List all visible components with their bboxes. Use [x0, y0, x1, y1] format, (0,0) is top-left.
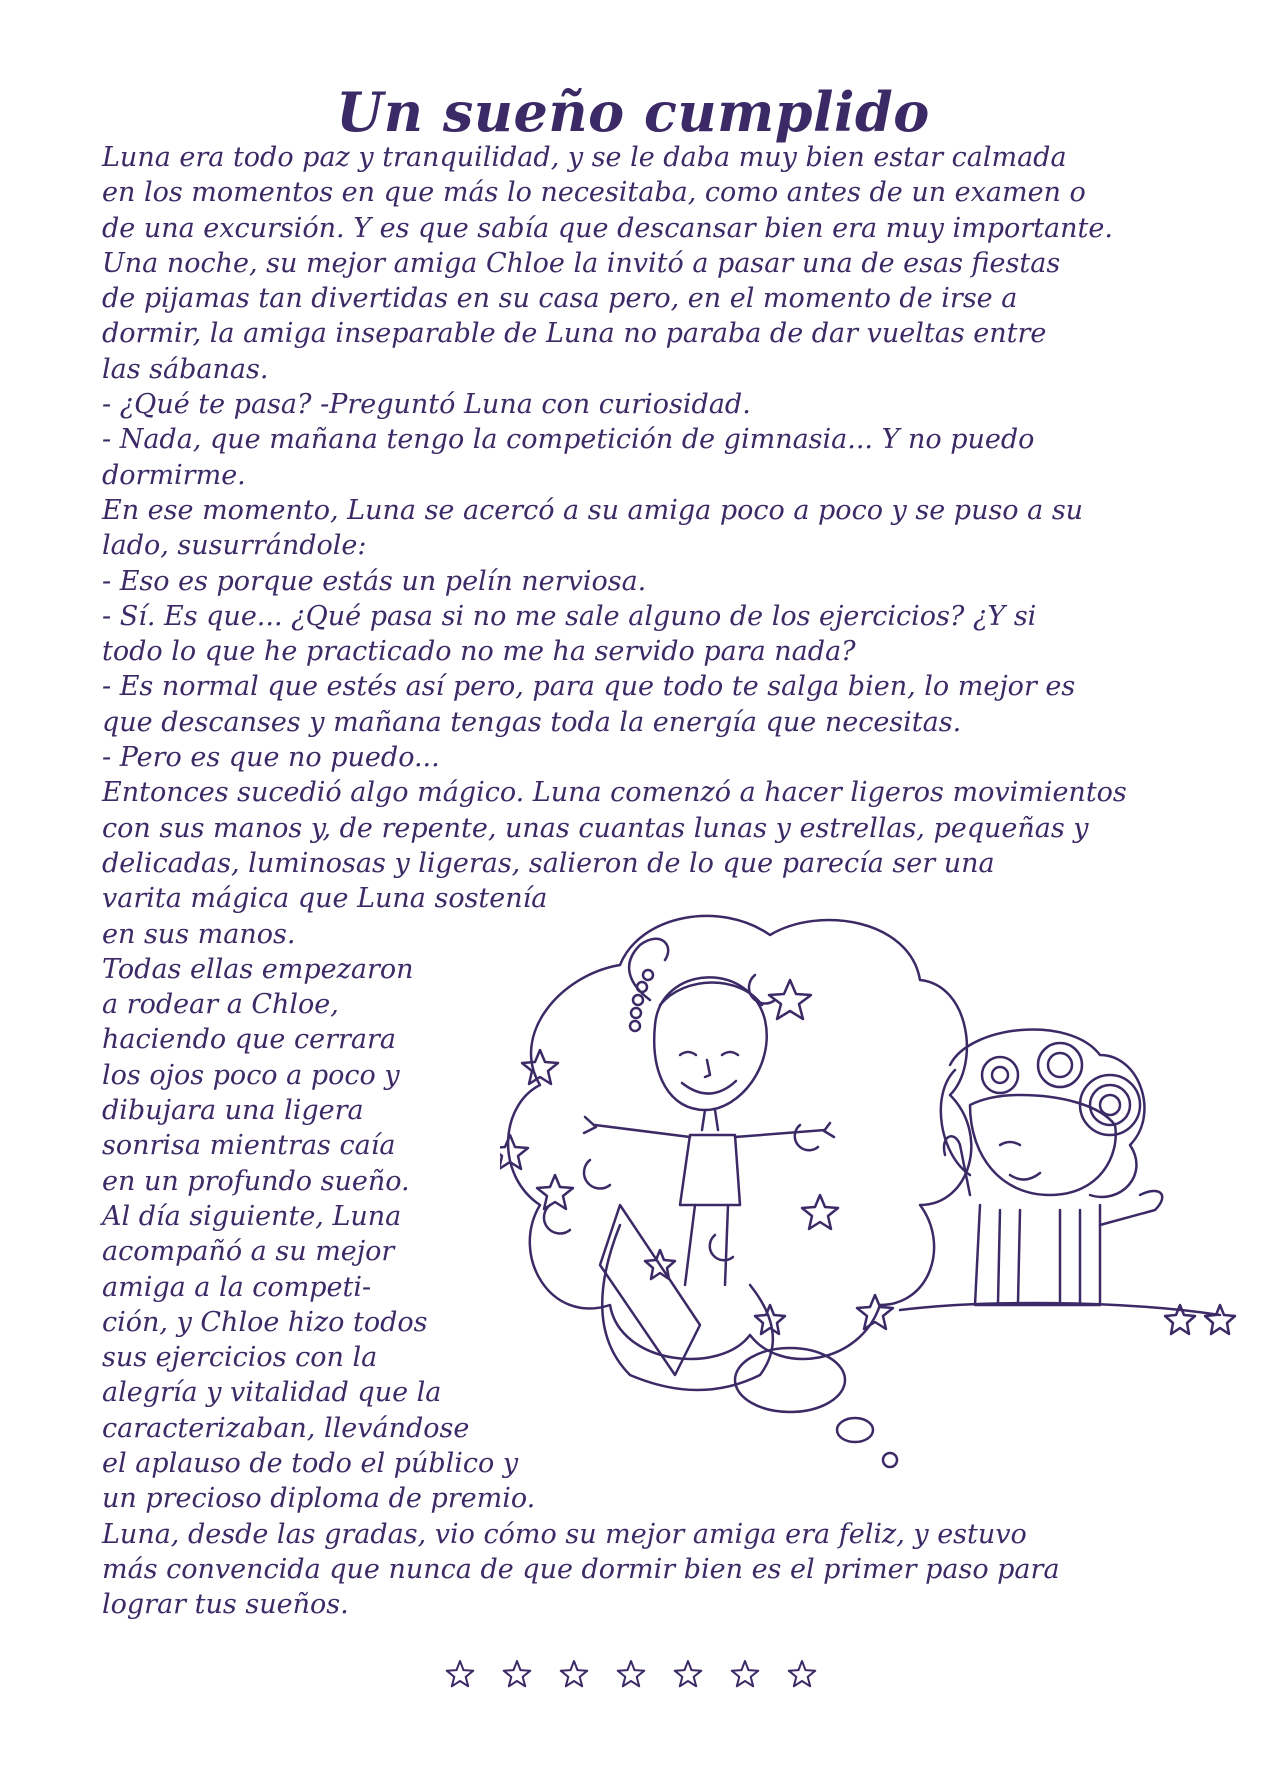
story-line: ción, y Chloe hizo todos: [102, 1306, 428, 1338]
story-line: - Es normal que estés así pero, para que todo te salga bien, lo mejor es: [102, 671, 1076, 703]
story-line: en sus manos.: [102, 918, 296, 950]
story-line: - Nada, que mañana tengo la competición de gimnasia... Y no puedo: [102, 424, 1035, 456]
story-line: dormir, la amiga inseparable de Luna no paraba de dar vueltas entre: [102, 318, 1047, 350]
story-line: Al día siguiente, Luna: [102, 1200, 402, 1232]
story-line: En ese momento, Luna se acercó a su amiga poco a poco y se puso a su: [102, 494, 1084, 526]
balance-beam: [600, 1205, 700, 1375]
star-icon: [802, 1195, 838, 1229]
star-icon: [732, 1661, 759, 1686]
story-line: - Pero es que no puedo...: [102, 742, 440, 774]
decorative-stars-row: [440, 1650, 840, 1700]
story-line: a rodear a Chloe,: [102, 989, 339, 1021]
story-line: que descanses y mañana tengas toda la energía que necesitas.: [102, 706, 962, 738]
star-icon: [618, 1661, 645, 1686]
story-line: - Eso es porque estás un pelín nerviosa.: [102, 565, 647, 597]
story-line: sus ejercicios con la: [102, 1342, 378, 1374]
page-title: Un sueño cumplido: [336, 80, 930, 145]
story-line: en un profundo sueño.: [102, 1165, 410, 1197]
story-line: acompañó a su mejor: [102, 1236, 395, 1268]
gymnast-figure: [584, 939, 834, 1390]
story-line: lado, susurrándole:: [102, 530, 367, 562]
story-line: sonrisa mientras caía: [102, 1130, 396, 1162]
star-icon: [857, 1295, 893, 1329]
story-line: de una excursión. Y es que sabía que descansar bien era muy importante.: [102, 212, 1113, 244]
story-line: Todas ellas empezaron: [102, 953, 414, 985]
story-line: todo lo que he practicado no me ha servido para nada?: [102, 636, 856, 668]
story-line: más convencida que nunca de que dormir bien es el primer paso para: [102, 1553, 1060, 1585]
star-icon: [504, 1661, 531, 1686]
thought-bubble: [883, 1453, 897, 1467]
star-icon: [522, 1050, 558, 1084]
star-icon: [500, 1135, 528, 1169]
story-line: Una noche, su mejor amiga Chloe la invitó a pasar una de esas fiestas: [102, 247, 1061, 279]
story-line: lograr tus sueños.: [102, 1589, 349, 1621]
star-icon: [789, 1661, 816, 1686]
story-line: alegría y vitalidad que la: [102, 1377, 442, 1409]
moon-icon: [710, 1235, 733, 1260]
star-icon: [537, 1175, 573, 1209]
story-line: - Sí. Es que... ¿Qué pasa si no me sale alguno de los ejercicios? ¿Y si: [102, 600, 1037, 632]
thought-bubble: [837, 1418, 873, 1442]
star-icon: [447, 1661, 474, 1686]
story-line: en los momentos en que más lo necesitaba, como antes de un examen o: [102, 177, 1086, 209]
story-line: de pijamas tan divertidas en su casa pero, en el momento de irse a: [102, 283, 1018, 315]
story-line: las sábanas.: [102, 353, 269, 385]
story-line: dibujara una ligera: [102, 1095, 364, 1127]
story-line: haciendo que cerrara: [102, 1024, 396, 1056]
story-line: Luna, desde las gradas, vio cómo su mejor amiga era feliz, y estuvo: [102, 1518, 1027, 1550]
star-icon: [675, 1661, 702, 1686]
sleeping-girl-figure: [900, 1030, 1220, 1315]
star-icon: [561, 1661, 588, 1686]
moon-icon: [749, 975, 775, 1004]
moon-icon: [584, 1160, 610, 1189]
story-line: Luna era todo paz y tranquilidad, y se le daba muy bien estar calmada: [102, 142, 1067, 173]
story-line: - ¿Qué te pasa? -Preguntó Luna con curiosidad.: [102, 389, 751, 421]
story-line: Entonces sucedió algo mágico. Luna comenzó a hacer ligeros movimientos: [102, 777, 1127, 809]
moon-icon: [795, 1125, 818, 1150]
story-line: el aplauso de todo el público y: [102, 1447, 519, 1479]
story-line: amiga a la competi-: [102, 1271, 372, 1303]
story-line: un precioso diploma de premio.: [102, 1483, 536, 1515]
story-line: con sus manos y, de repente, unas cuantas lunas y estrellas, pequeñas y: [102, 812, 1089, 844]
story-line: los ojos poco a poco y: [102, 1059, 400, 1091]
story-line: dormirme.: [102, 459, 246, 491]
story-line: delicadas, luminosas y ligeras, salieron de lo que parecía ser una: [102, 847, 995, 879]
star-icon: [1205, 1305, 1235, 1334]
story-line: varita mágica que Luna sostenía: [102, 883, 548, 915]
sleeping-girls-illustration: [500, 905, 1240, 1520]
story-line: caracterizaban, llevándose: [102, 1412, 470, 1444]
